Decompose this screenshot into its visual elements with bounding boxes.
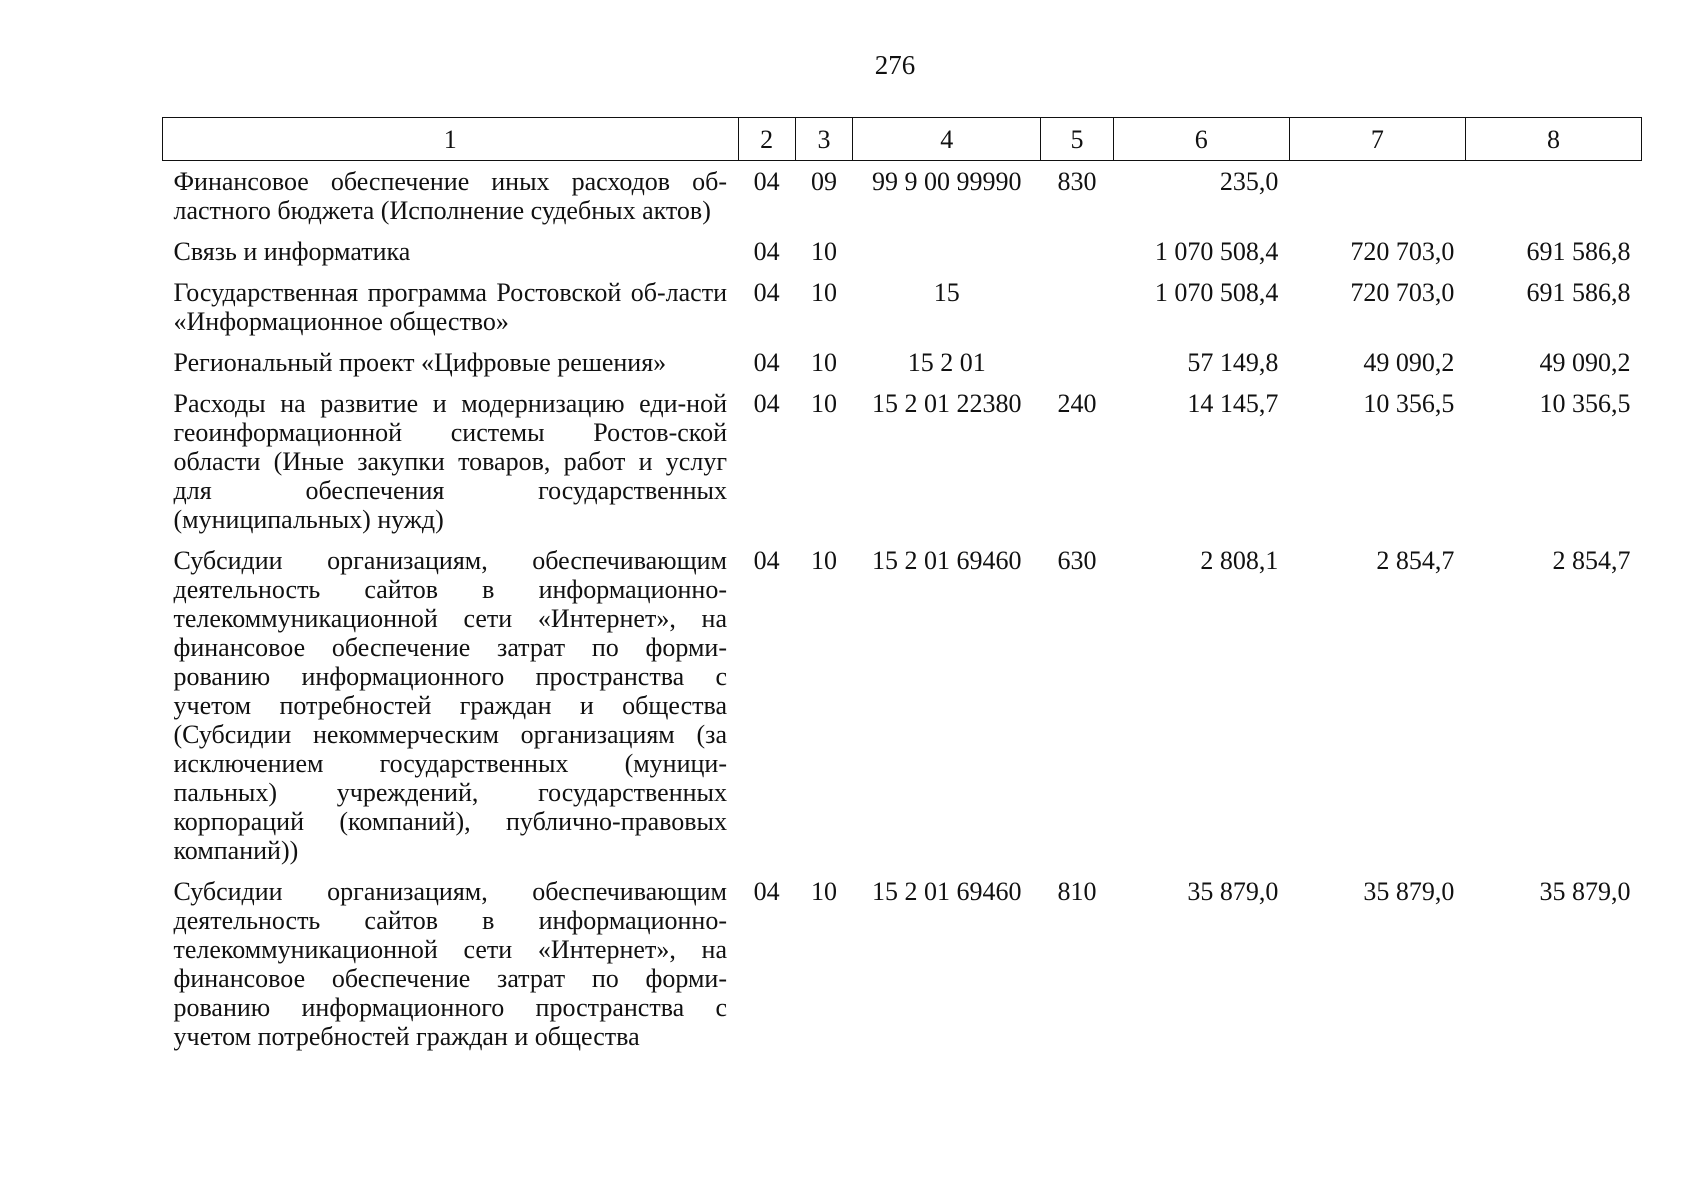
target-article-code: 15 2 01 69460: [872, 877, 1022, 906]
amount-col-6: 1 070 508,4: [1154, 237, 1279, 266]
amount-col-6: 14 145,7: [1187, 389, 1279, 418]
column-header-3: 3: [795, 118, 852, 161]
amount-col-8: 10 356,5: [1539, 389, 1631, 418]
amount-col-7: 10 356,5: [1363, 389, 1455, 418]
row-name: Связь и информатика: [173, 237, 411, 266]
section-code: 04: [753, 167, 780, 196]
subsection-code: 10: [811, 348, 838, 377]
subsection-code: 10: [811, 278, 838, 307]
subsection-code: 09: [811, 167, 838, 196]
subsection-code: 10: [811, 877, 838, 906]
target-article-code: 99 9 00 99990: [872, 167, 1022, 196]
section-code: 04: [753, 348, 780, 377]
row-name: Субсидии организациям, обеспечивающим деятельность сайтов в информационно-телекоммуникационной сети «Интернет», на финансовое обеспечение затрат по форми-рованию информационного пространства с учетом потребностей граждан и общества (Субсидии некоммерческим организациям (за исключением государственных (муници-пальных) учреждений, государственных корпораций (компаний), публично-правовых компаний)): [173, 546, 727, 865]
subsection-code: 10: [811, 237, 838, 266]
table-row: [163, 540, 1642, 871]
table-row: [163, 161, 1642, 232]
row-name: Региональный проект «Цифровые решения»: [173, 348, 667, 377]
expense-type-code: 240: [1057, 389, 1097, 418]
amount-col-7: 720 703,0: [1350, 237, 1455, 266]
amount-col-8: 691 586,8: [1526, 237, 1631, 266]
column-header-4: 4: [853, 118, 1041, 161]
target-article-code: [853, 231, 1041, 272]
expense-type-code: 830: [1057, 167, 1097, 196]
budget-table: [162, 117, 1642, 1057]
amount-col-6: 35 879,0: [1187, 877, 1279, 906]
section-code: 04: [753, 237, 780, 266]
amount-col-8: 49 090,2: [1539, 348, 1631, 377]
amount-col-8: 2 854,7: [1552, 546, 1631, 575]
section-code: 04: [753, 278, 780, 307]
table-row: [163, 383, 1642, 540]
amount-col-7: 35 879,0: [1363, 877, 1455, 906]
amount-col-8: 691 586,8: [1526, 278, 1631, 307]
amount-col-7: 720 703,0: [1350, 278, 1455, 307]
amount-col-6: 2 808,1: [1200, 546, 1279, 575]
expense-type-code: 630: [1057, 546, 1097, 575]
row-name: Финансовое обеспечение иных расходов об-ластного бюджета (Исполнение судебных актов): [173, 167, 727, 225]
table-row: [163, 342, 1642, 383]
row-name: Расходы на развитие и модернизацию еди-ной геоинформационной системы Ростов-ской области (Иные закупки товаров, работ и услуг для обеспечения государственных (муниципальных) нужд): [173, 389, 727, 534]
expense-type-code: [1041, 272, 1113, 342]
expense-type-code: [1041, 342, 1113, 383]
page-number: 276: [874, 50, 916, 80]
table-header: [163, 118, 1642, 161]
amount-col-8: [1465, 161, 1641, 232]
amount-col-8: 35 879,0: [1539, 877, 1631, 906]
header-row: [163, 118, 1642, 161]
target-article-code: 15 2 01 69460: [872, 546, 1022, 575]
subsection-code: 10: [811, 389, 838, 418]
row-name: Субсидии организациям, обеспечивающим деятельность сайтов в информационно-телекоммуникационной сети «Интернет», на финансовое обеспечение затрат по форми-рованию информационного пространства с учетом потребностей граждан и общества: [173, 877, 727, 1051]
target-article-code: 15 2 01 22380: [872, 389, 1022, 418]
section-code: 04: [753, 389, 780, 418]
expense-type-code: 810: [1057, 877, 1097, 906]
row-name: Государственная программа Ростовской об-ласти «Информационное общество»: [173, 278, 727, 336]
amount-col-6: 235,0: [1219, 167, 1279, 196]
target-article-code: 15: [933, 278, 960, 307]
column-header-1: 1: [163, 118, 739, 161]
amount-col-7: 2 854,7: [1376, 546, 1455, 575]
table-row: [163, 272, 1642, 342]
table-row: [163, 231, 1642, 272]
expense-type-code: [1041, 231, 1113, 272]
column-header-2: 2: [738, 118, 795, 161]
section-code: 04: [753, 546, 780, 575]
column-header-7: 7: [1289, 118, 1465, 161]
amount-col-6: 57 149,8: [1187, 348, 1279, 377]
column-header-8: 8: [1465, 118, 1641, 161]
subsection-code: 10: [811, 546, 838, 575]
column-header-5: 5: [1041, 118, 1113, 161]
table-row: [163, 871, 1642, 1057]
target-article-code: 15 2 01: [907, 348, 986, 377]
table-body: [163, 161, 1642, 1058]
amount-col-6: 1 070 508,4: [1154, 278, 1279, 307]
amount-col-7: 49 090,2: [1363, 348, 1455, 377]
amount-col-7: [1289, 161, 1465, 232]
section-code: 04: [753, 877, 780, 906]
column-header-6: 6: [1113, 118, 1289, 161]
